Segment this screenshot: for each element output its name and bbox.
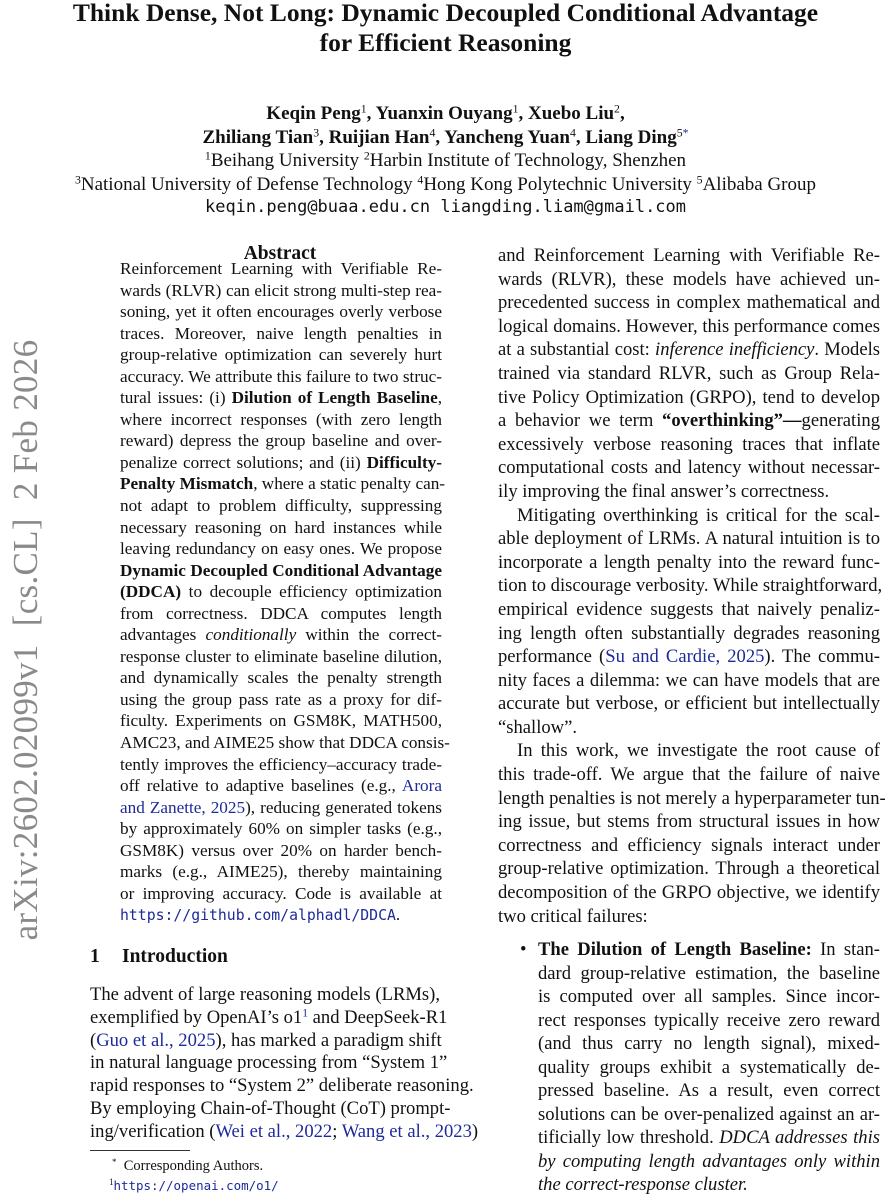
bold-text: Penalty Mismatch [120,474,254,494]
text-line [90,1097,451,1121]
text-line [90,1052,448,1075]
text-run: reward) depress the group baseline and over- [120,431,442,451]
text-line [120,538,442,560]
text-run: rapid responses to “System 2” deliberate reasoning. [90,1075,474,1097]
footnote-corresponding [112,1157,279,1176]
text-run: length penalties is not merely a hyperparameter tun- [498,787,886,809]
text-line [120,624,442,646]
text-run: quality groups exhibit a systematically de- [538,1056,880,1078]
text-line [120,517,442,539]
text-run: group-relative optimization can severely hurt [120,345,442,365]
text-run: able deployment of LRMs. A natural intuition is to [498,528,880,550]
text-run: ), has marked a paradigm shift [215,1029,442,1051]
text-line [538,1103,880,1127]
affiliation-line-1 [0,149,891,173]
text-run: The advent of large reasoning models (LRMs), [90,984,440,1005]
text-line [498,857,880,881]
text-run: wards (RLVR) can elicit strong multi-step rea- [120,280,442,300]
text-run: precedented success in complex mathematical and [498,292,880,314]
affiliation-marker: 1 [360,102,367,116]
paragraph [120,258,450,927]
text-line [120,818,442,840]
text-run: and Reinforcement Learning with Verifiable Re- [498,245,880,266]
text-line [538,1126,880,1150]
text-run: within the correct- [296,625,442,645]
text-line [120,904,442,927]
text-run: advantages [120,625,206,645]
text-line [120,646,442,668]
text-line [90,1030,440,1053]
affiliation-name: National University of Defense Technology [80,173,413,195]
text-run: Mitigating overthinking is critical for the scal- [517,504,880,526]
text-run: and dynamically scales the penalty strength [120,668,442,688]
affiliation-marker: 1 [512,102,519,116]
text-line [120,301,442,323]
author-block [0,102,891,220]
code-url-link[interactable]: https://github.com/alphadl/DDCA [120,907,396,925]
text-run: two critical failures: [498,905,648,927]
text-line [498,598,880,622]
text-run: In this work, we investigate the root cause of [517,740,880,762]
text-run: ; [332,1120,342,1142]
text-run: where incorrect responses (with zero length [120,409,442,429]
text-run: AMC23, and AIME25 show that DDCA consis- [120,733,450,753]
author-name: Zhiliang Tian [202,126,314,148]
text-run: ). The commu- [764,646,880,668]
paragraph [90,984,479,1144]
footnote-divider [90,1150,190,1151]
text-line [498,362,880,386]
text-line [498,456,880,480]
text-run: generating [801,410,880,432]
footnote-url-link[interactable]: https://openai.com/o1/ [113,1178,279,1193]
text-run: necessary reasoning on hard instances while [120,517,442,537]
bold-text: Difficulty- [366,452,442,472]
bold-text: Dynamic Decoupled Conditional Advantage [120,560,442,580]
section-number: 1 [90,946,100,967]
paragraph [498,739,886,928]
text-run: correctness and efficiency signals interact under [498,834,880,856]
text-line [120,883,442,905]
author-name: Keqin Peng [266,103,361,124]
bold-text: The Dilution of Length Baseline: [538,939,812,960]
text-line [90,984,440,1007]
author-name: Liang Ding [585,126,677,148]
author-name: Xuebo Liu [527,103,615,124]
bold-text: (DDCA) [120,582,182,602]
affiliation-number: 4 [417,173,424,187]
text-line [498,905,880,929]
text-run: accuracy. We attribute this failure to two struc- [120,366,442,386]
text-run: accurate but verbose, or efficient but intellectually [498,693,880,715]
text-line [498,480,880,504]
text-line [498,315,880,339]
text-run: by approximately 60% on simpler tasks (e.g., [120,819,442,839]
text-line [498,763,880,787]
italic-text: inference inefficiency [655,339,815,361]
text-run: ing/verification ( [90,1120,216,1142]
citation-link[interactable]: Su and Cardie, 2025 [605,646,765,668]
author-line-1: Keqin Peng$^1$, Yuanxin Ouyang$^1$, Xuebo Liu$^2$, [266,102,625,124]
affiliation-number: 2 [363,149,370,163]
text-line [498,669,880,693]
intro-left-column [90,984,479,1144]
text-run: ) [471,1120,479,1142]
text-line [498,527,880,551]
bullet-item-dilution [538,938,880,1197]
paragraph [498,244,880,504]
text-line [498,692,880,716]
italic-text: the correct-response cluster. [538,1174,748,1196]
text-line [120,258,442,280]
text-run: trained via standard RLVR, such as Group Rela- [498,362,880,384]
text-run: to decouple efficiency optimization [181,582,442,602]
text-line [120,710,442,732]
text-run: response cluster to eliminate baseline dilution, [120,646,442,666]
text-line [498,716,880,740]
text-line [120,603,442,625]
footnote-text: Corresponding Authors. [123,1158,264,1174]
text-line [120,560,442,582]
section-heading-introduction [90,946,228,968]
affiliation-marker: 4 [569,126,576,140]
text-run: Reinforcement Learning with Verifiable Re- [120,259,442,278]
text-line [498,433,880,457]
text-line [498,881,880,905]
affiliation-marker: 2 [614,102,620,116]
citation-link[interactable]: Arora [401,776,442,796]
text-line [120,280,442,302]
text-line [498,551,880,575]
intro-right-column [498,244,886,928]
text-line [498,386,880,410]
text-line [498,504,880,528]
text-run: ( [90,1029,97,1051]
paper-title [0,0,891,58]
citation-link[interactable]: Wang et al., 2023 [341,1120,472,1142]
affiliation-name: Beihang University [210,150,360,171]
section-title: Introduction [122,946,228,967]
text-line [120,409,442,431]
text-line [90,1120,479,1144]
text-run: GSM8K) versus over 20% on harder bench- [120,840,442,860]
text-line [498,787,886,811]
text-line [538,1079,880,1103]
text-run: exemplified by OpenAI’s o1 [90,1006,303,1028]
text-line [498,291,880,315]
text-run: pressed baseline. As a result, even correct [538,1080,880,1102]
text-run: leaving redundancy on easy ones. We propose [120,539,442,559]
text-line [120,430,442,452]
text-run: In stan- [811,939,880,960]
text-line [120,689,442,711]
text-run: a behavior we term [498,410,663,432]
text-run: . Models [814,339,880,361]
text-line [498,834,880,858]
text-line [90,1075,474,1098]
abstract-body [120,258,450,927]
text-line [120,366,442,388]
text-line [120,323,442,345]
text-line [120,732,450,754]
text-line [498,338,880,362]
text-run: (and thus carry no length signal), mixed- [538,1033,880,1055]
text-run: tive Policy Optimization (GRPO), tend to develop [498,386,880,408]
bullet-marker: • [520,939,527,960]
italic-text: DDCA addresses this [719,1127,880,1149]
text-line [120,452,442,474]
text-run: wards (RLVR), these models have achieved un- [498,268,880,290]
text-line [120,495,442,517]
author-emails: keqin.peng@buaa.edu.cn liangding.liam@gmail.com [204,197,687,217]
paragraph [498,504,883,740]
text-run: traces. Moreover, naive length penalties in [120,323,442,343]
text-line [120,754,442,776]
abstract-heading: Abstract [243,243,317,264]
footnote-number: 1 [109,1177,114,1188]
text-run: in natural language processing from “System 1” [90,1052,448,1074]
text-line [498,409,880,433]
text-line [538,938,880,962]
text-run: and DeepSeek-R1 [308,1006,448,1028]
text-line [120,667,442,689]
affiliation-number: 5 [696,173,703,187]
title-line-2: for Efficient Reasoning [319,28,572,57]
text-run: ing issue, but stems from structural issues in how [498,811,880,833]
footnote-ref-link[interactable]: 1 [302,1007,308,1020]
text-line [120,797,442,819]
text-line [120,840,442,862]
affiliation-line-2 [0,173,891,197]
text-run: . [395,905,401,925]
author-line-2: Zhiliang Tian$^3$, Ruijian Han$^4$, Yancheng Yuan$^4$, Liang Ding$^{5*}$ [202,126,689,148]
text-run: dard group-relative estimation, the baseline [538,962,880,984]
text-run: decomposition of the GRPO objective, we identify [498,882,880,904]
footnote-1 [109,1176,279,1196]
affiliation-marker: 3 [313,126,320,140]
text-line [120,775,442,797]
citation-link[interactable]: Wei et al., 2022 [215,1120,333,1142]
footnote-star: * [112,1157,117,1168]
affiliation-marker: 5 [676,126,683,140]
text-run: , [437,388,442,408]
corresponding-author-mark: * [682,126,689,140]
text-line [538,1032,880,1056]
text-run: tificially low threshold. [538,1127,720,1149]
text-run: using the group pass rate as a proxy for dif- [120,689,442,709]
text-line [120,581,442,603]
title-line-1: Think Dense, Not Long: Dynamic Decoupled Conditional Advantage [72,0,819,27]
text-run: empirical evidence suggests that naively penaliz- [498,598,880,620]
italic-text: conditionally [205,625,297,645]
text-run: excessively verbose reasoning traces that inflate [498,433,880,455]
text-run: performance ( [498,646,606,668]
text-line [498,810,880,834]
author-name: Yancheng Yuan [444,126,570,148]
text-line [120,387,442,409]
text-run: from correctness. DDCA computes length [120,603,442,623]
text-line [120,473,446,495]
affiliation-name: Harbin Institute of Technology, Shenzhen [369,150,687,171]
arxiv-identifier: arXiv:2602.02099v1 [cs.CL] 2 Feb 2026 [6,339,45,941]
affiliation-number: 1 [204,149,211,163]
text-line [120,344,442,366]
text-line [120,861,442,883]
author-name: Yuanxin Ouyang [375,103,513,124]
affiliation-name: Hong Kong Polytechnic University [423,173,692,195]
text-line [538,1056,880,1080]
bold-text: Dilution of Length Baseline [231,388,438,408]
text-run: ily improving the final answer’s correctness. [498,480,830,502]
footnotes [109,1157,279,1196]
text-run: off relative to adaptive baselines (e.g., [120,776,402,796]
paragraph [538,938,880,1197]
text-run: at a substantial cost: [498,339,656,361]
text-run: group-relative optimization. Through a theoretical [498,858,880,880]
text-line [538,1173,880,1197]
text-line [538,962,880,986]
text-run: rect responses typically receive zero reward [538,1009,880,1031]
text-line [538,985,880,1009]
citation-link[interactable]: Guo et al., 2025 [96,1029,216,1051]
text-line [498,622,880,646]
text-line [90,1006,448,1030]
affiliation-number: 3 [74,173,81,187]
text-run: incorporate a length penalty into the reward func- [498,551,880,573]
text-run: tion to discourage verbosity. While straightforward, [498,575,883,597]
text-run: this trade-off. We argue that the failure of naive [498,764,880,786]
author-name: Ruijian Han [328,126,430,148]
text-run: ), reducing generated tokens [245,797,442,817]
text-line [538,1150,880,1174]
text-run: computational costs and latency without necessar- [498,457,880,479]
text-run: , where a static penalty can- [253,474,446,494]
text-run: ficulty. Experiments on GSM8K, MATH500, [120,711,442,731]
text-line [498,739,880,763]
text-line [498,645,880,669]
text-run: not adapt to problem difficulty, suppressing [120,496,442,516]
text-run: tural issues: (i) [120,388,232,408]
text-line [498,244,880,268]
text-run: By employing Chain-of-Thought (CoT) prompt- [90,1097,451,1119]
italic-text: by computing length advantages only within [538,1150,880,1172]
text-run: tently improves the efficiency–accuracy trade- [120,754,442,774]
text-line [498,268,880,292]
affiliation-name: Alibaba Group [702,173,817,195]
citation-link[interactable]: and Zanette, 2025 [120,797,246,817]
text-run: solutions can be over-penalized against an ar- [538,1103,880,1125]
text-run: ing length often substantially degrades reasoning [498,622,880,644]
text-line [538,1009,880,1033]
text-run: or improving accuracy. Code is available at [120,883,442,903]
text-line [498,574,883,598]
text-run: penalize correct solutions; and (ii) [120,452,367,472]
text-run: soning, yet it often encourages overly verbose [120,302,442,322]
text-run: nity faces a dilemma: we can have models that are [498,669,880,691]
text-run: “shallow”. [498,716,577,738]
bold-text: “overthinking”— [662,410,802,432]
text-run: marks (e.g., AIME25), thereby maintaining [120,862,442,882]
affiliation-marker: 4 [429,126,436,140]
text-run: is computed over all samples. Since incor- [538,986,880,1008]
text-run: logical domains. However, this performance comes [498,315,880,337]
